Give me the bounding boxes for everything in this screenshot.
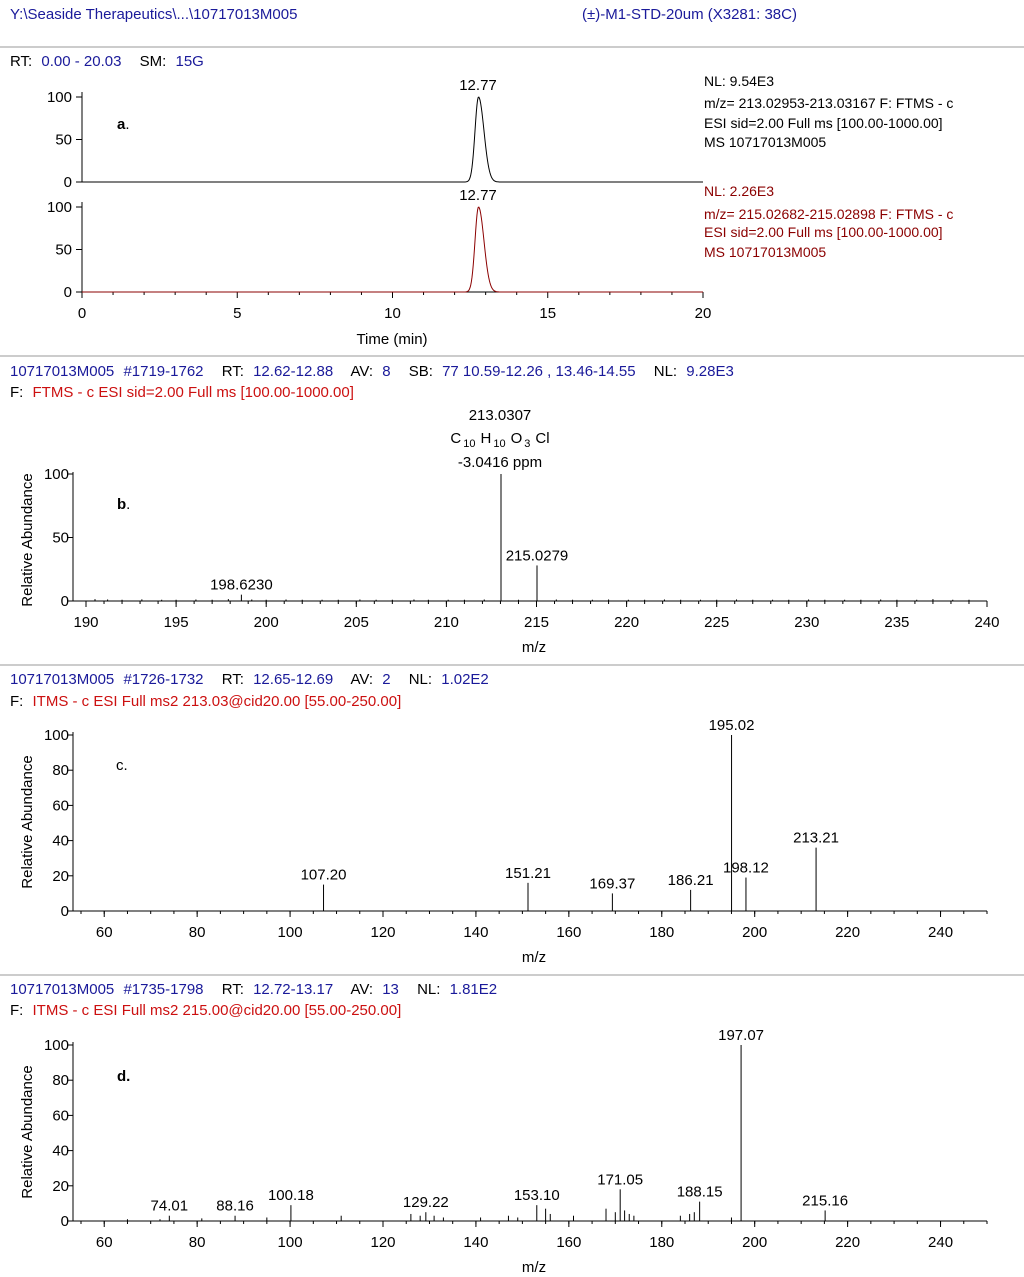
svg-text:NL: 9.54E3: NL: 9.54E3 <box>704 73 775 89</box>
y-tick-label: 0 <box>60 1213 69 1230</box>
peak-label: 198.12 <box>723 859 769 877</box>
x-tick-label: 60 <box>95 924 113 941</box>
panel-d-filter: F: ITMS - c ESI Full ms2 215.00@cid20.00 [55.00-250.00] <box>10 1002 402 1019</box>
y-tick-label: 100 <box>43 466 69 483</box>
panel-a-axes <box>82 92 703 292</box>
y-tick-label: 60 <box>52 797 69 815</box>
panel-c-filter: F: ITMS - c ESI Full ms2 213.03@cid20.00 [55.00-250.00] <box>10 693 402 710</box>
svg-text:m/z= 213.02953-213.03167 F: FT: m/z= 213.02953-213.03167 F: FTMS - c <box>704 95 954 111</box>
x-tick-label: 240 <box>928 924 954 941</box>
chromatogram-trace-215 <box>82 207 703 292</box>
x-tick-label: 5 <box>233 305 242 322</box>
peak-label: 197.07 <box>718 1027 765 1044</box>
peak-label: 88.16 <box>216 1197 254 1215</box>
y-tick-label: 40 <box>52 1142 69 1160</box>
formula-ppm: -3.0416 ppm <box>457 454 543 471</box>
x-tick-label: 80 <box>188 1234 206 1251</box>
x-tick-label: 120 <box>370 924 396 941</box>
peak-label: 151.21 <box>505 864 551 882</box>
y-tick-label: 0 <box>60 903 69 920</box>
y-axis-label: Relative Abundance <box>19 1065 36 1199</box>
peak-label: 213.21 <box>793 829 840 847</box>
panel-b-info: 10717013M005 #1719-1762 RT: 12.62-12.88 AV: 8 SB: 77 10.59-12.26 , 13.46-14.55 NL: 9.28E3 <box>10 363 734 380</box>
panel-c-ticks <box>44 727 987 941</box>
x-tick-label: 225 <box>704 614 730 631</box>
x-tick-label: 100 <box>277 1234 303 1251</box>
y-tick-label: 20 <box>52 867 69 885</box>
x-axis-label-mz: m/z <box>521 949 547 966</box>
y-tick-label: 20 <box>52 1177 69 1195</box>
peak-label-a2: 12.77 <box>459 187 497 204</box>
peak-label: 153.10 <box>513 1187 560 1205</box>
panel-label-a: a. <box>117 116 130 133</box>
x-axis-label-mz: m/z <box>521 1259 547 1276</box>
x-tick-label: 120 <box>370 1234 396 1251</box>
x-tick-label: 180 <box>649 1234 675 1251</box>
x-tick-label: 240 <box>928 1234 954 1251</box>
y-axis-label: Relative Abundance <box>19 473 36 607</box>
y-tick-label: 100 <box>46 199 72 216</box>
peak-label: 100.18 <box>267 1187 314 1205</box>
peak-label: 215.0279 <box>505 547 569 565</box>
panel-a-info: RT: 0.00 - 20.03 SM: 15G <box>10 53 204 70</box>
svg-text:MS 10717013M005: MS 10717013M005 <box>704 134 827 150</box>
y-tick-label: 80 <box>52 1072 69 1090</box>
svg-text:MS 10717013M005: MS 10717013M005 <box>704 244 827 260</box>
x-tick-label: 240 <box>974 614 1000 631</box>
panel-label-d: d. <box>117 1068 131 1085</box>
peak-label: 186.21 <box>667 871 714 889</box>
x-tick-label: 210 <box>433 614 459 631</box>
peak-label: 195.02 <box>708 717 755 734</box>
panel-d-ticks <box>44 1037 987 1251</box>
x-tick-label: 15 <box>539 305 557 322</box>
trace-a2-info <box>704 183 953 260</box>
y-tick-label: 40 <box>52 832 69 850</box>
x-tick-label: 235 <box>884 614 910 631</box>
panel-b-peaks <box>95 456 969 601</box>
panel-a-ticks <box>47 89 711 322</box>
x-tick-label: 200 <box>253 614 279 631</box>
x-tick-label: 220 <box>835 924 861 941</box>
x-tick-label: 215 <box>523 614 550 631</box>
x-tick-label: 80 <box>188 924 206 941</box>
svg-text:m/z= 215.02682-215.02898 F: FT: m/z= 215.02682-215.02898 F: FTMS - c <box>704 206 954 222</box>
peak-label-a1: 12.77 <box>459 77 497 94</box>
peak-label: 171.05 <box>597 1171 644 1189</box>
y-axis-label: Relative Abundance <box>19 755 36 889</box>
y-tick-label: 100 <box>43 1037 69 1054</box>
peak-label: 107.20 <box>300 866 347 884</box>
panel-b-filter: F: FTMS - c ESI sid=2.00 Full ms [100.00-1000.00] <box>10 384 354 401</box>
peak-label: 198.6230 <box>210 576 273 594</box>
panel-label-b: b. <box>117 496 131 513</box>
y-tick-label: 0 <box>60 593 69 610</box>
chromatogram-trace-213 <box>82 97 703 182</box>
x-tick-label: 220 <box>835 1234 861 1251</box>
x-tick-label: 200 <box>742 1234 768 1251</box>
y-tick-label: 50 <box>55 241 72 259</box>
header-sample: (±)-M1-STD-20um (X3281: 38C) <box>582 6 797 23</box>
x-tick-label: 205 <box>343 614 369 631</box>
svg-text:ESI sid=2.00 Full ms [100.00-: ESI sid=2.00 Full ms [100.00-1000.00] <box>704 224 943 240</box>
panel-d-info: 10717013M005 #1735-1798 RT: 12.72-13.17 AV: 13 NL: 1.81E2 <box>10 981 498 998</box>
x-tick-label: 20 <box>694 305 712 322</box>
y-tick-label: 60 <box>52 1107 69 1125</box>
panel-c-info: 10717013M005 #1726-1732 RT: 12.65-12.69 AV: 2 NL: 1.02E2 <box>10 671 489 688</box>
svg-text:NL: 2.26E3: NL: 2.26E3 <box>704 183 775 199</box>
x-tick-label: 200 <box>742 924 768 941</box>
x-tick-label: 10 <box>384 305 401 322</box>
peak-label: 215.16 <box>802 1192 849 1210</box>
formula-mass: 213.0307 <box>468 407 532 424</box>
trace-a1-info <box>704 73 953 150</box>
peak-label: 74.01 <box>150 1197 189 1215</box>
y-tick-label: 0 <box>63 284 72 301</box>
x-tick-label: 140 <box>463 1234 489 1251</box>
y-tick-label: 100 <box>43 727 69 744</box>
x-axis-label-time: Time (min) <box>356 331 428 348</box>
peak-label: 129.22 <box>402 1194 449 1212</box>
y-tick-label: 100 <box>46 89 72 106</box>
x-tick-label: 180 <box>649 924 675 941</box>
x-tick-label: 230 <box>794 614 820 631</box>
x-tick-label: 220 <box>614 614 640 631</box>
peak-label: 169.37 <box>589 875 636 893</box>
panel-d-peaks <box>127 1027 848 1221</box>
x-tick-label: 190 <box>73 614 99 631</box>
y-tick-label: 0 <box>63 174 72 191</box>
x-tick-label: 195 <box>163 614 189 631</box>
y-tick-label: 80 <box>52 762 69 780</box>
y-tick-label: 50 <box>55 131 72 149</box>
x-tick-label: 0 <box>77 305 87 322</box>
x-tick-label: 60 <box>95 1234 113 1251</box>
x-tick-label: 100 <box>277 924 303 941</box>
x-tick-label: 160 <box>556 1234 582 1251</box>
y-tick-label: 50 <box>52 529 69 547</box>
header-path: Y:\Seaside Therapeutics\...\10717013M005 <box>10 6 298 23</box>
x-tick-label: 140 <box>463 924 489 941</box>
formula: C $_{10}$ H $_{10}$ O $_3$ Cl <box>450 430 550 450</box>
panel-c-axes <box>73 732 987 911</box>
panel-c-peaks <box>301 717 839 911</box>
panel-label-c: c. <box>116 757 128 774</box>
x-tick-label: 160 <box>556 924 582 941</box>
peak-label: 188.15 <box>676 1183 723 1201</box>
x-axis-label-mz: m/z <box>521 639 547 656</box>
svg-text:ESI sid=2.00 Full ms [100.00-: ESI sid=2.00 Full ms [100.00-1000.00] <box>704 115 943 131</box>
